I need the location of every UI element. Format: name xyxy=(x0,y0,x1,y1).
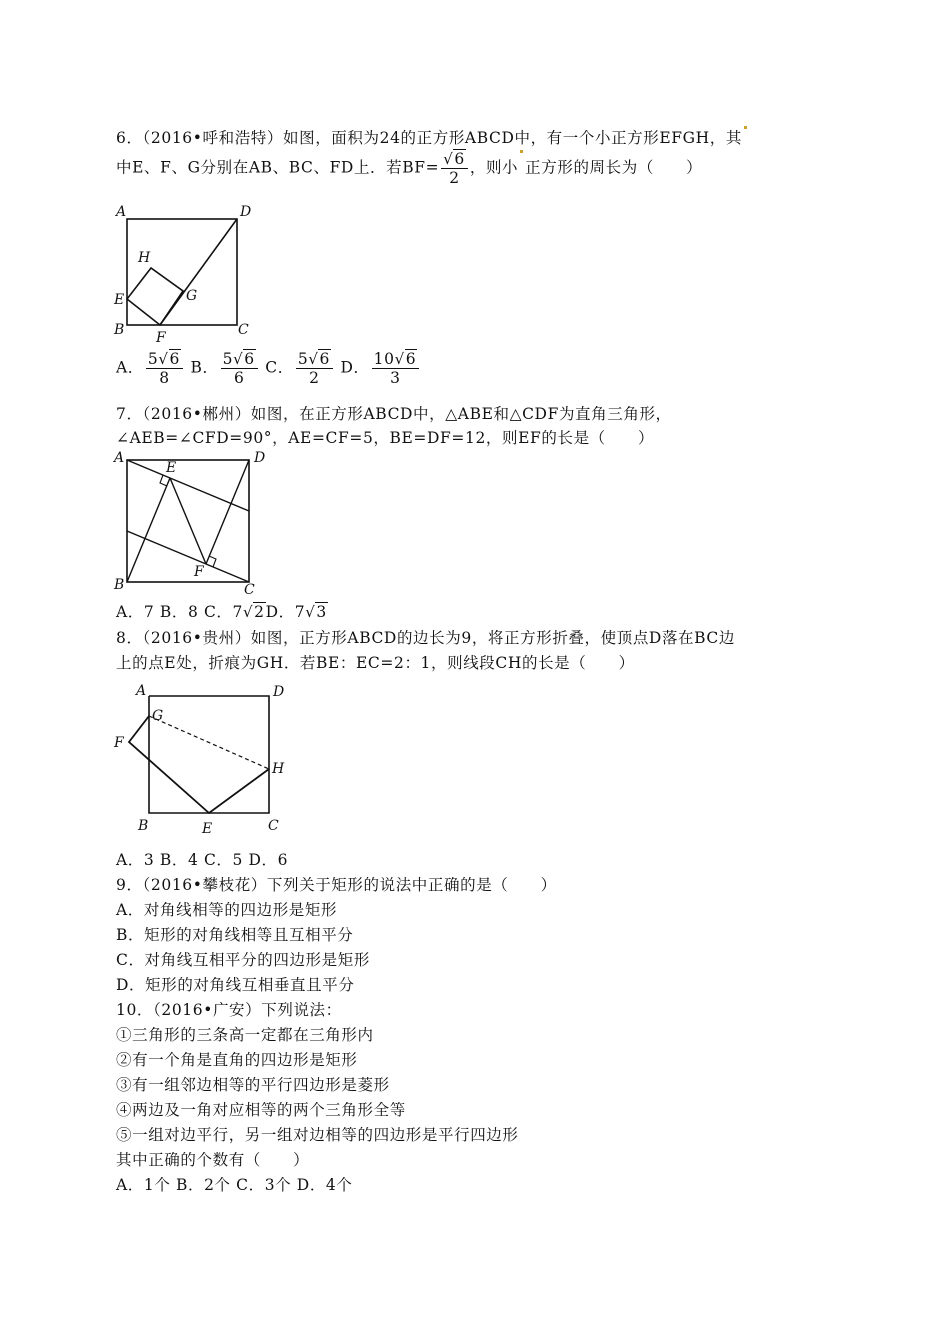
label-e: E xyxy=(202,821,213,837)
bf-numerator: 6 xyxy=(454,150,465,168)
option-letter: B． xyxy=(190,358,219,377)
q6-option-b[interactable]: B． $\frac{5√6}{6}$ xyxy=(191,350,260,387)
q6-line1-text: 6．（2016•呼和浩特）如图，面积为24的正方形ABCD中，有一个小正方形EFGH，其 xyxy=(116,129,742,147)
q9-stem: 9．（2016•攀枝花）下列关于矩形的说法中正确的是（ ） xyxy=(116,876,557,894)
option-letter: A． xyxy=(116,358,144,377)
q10-item-2: ②有一个角是直角的四边形是矩形 xyxy=(116,1051,358,1069)
q10-item-5: ⑤一组对边平行，另一组对边相等的四边形是平行四边形 xyxy=(116,1126,519,1144)
bf-denominator: 2 xyxy=(449,169,460,187)
q9-option-c[interactable]: C．对角线互相平分的四边形是矩形 xyxy=(116,951,370,969)
label-d: D xyxy=(240,204,252,220)
denominator: 3 xyxy=(390,369,401,387)
q6-option-a[interactable]: A． $\frac{5√6}{8}$ xyxy=(116,350,185,387)
q6-line2-text: 中E、F、G分别在AB、BC、FD上．若BF= xyxy=(116,158,440,177)
label-g: G xyxy=(152,708,164,724)
label-d: D xyxy=(254,450,266,466)
num-coef: 10 xyxy=(373,350,395,368)
q10-item-4: ④两边及一角对应相等的两个三角形全等 xyxy=(116,1101,406,1119)
q6-option-d[interactable]: D． $\frac{10√6}{3}$ xyxy=(340,350,421,387)
q6-line2-end: 正方形的周长为（ ） xyxy=(525,158,703,177)
label-c: C xyxy=(244,582,255,598)
folded-edge xyxy=(129,716,269,813)
q9-option-d[interactable]: D．矩形的对角线互相垂直且平分 xyxy=(116,976,355,994)
segment-df xyxy=(206,460,249,564)
q6-option-c[interactable]: C． $\frac{5√6}{2}$ xyxy=(265,350,335,387)
q7-options: A．7 B．8 C．7√2D．7√3 xyxy=(116,603,327,621)
q6-figure xyxy=(108,200,268,345)
label-f: F xyxy=(114,735,124,751)
q6-stem-line2 xyxy=(116,150,702,187)
segment-cf xyxy=(206,564,249,582)
square-efgh xyxy=(127,268,183,325)
option-letter: C． xyxy=(265,358,294,377)
q10-question: 其中正确的个数有（ ） xyxy=(116,1151,310,1169)
num-radicand: 6 xyxy=(169,350,181,368)
q10-item-1: ①三角形的三条高一定都在三角形内 xyxy=(116,1026,374,1044)
label-b: B xyxy=(114,577,125,593)
label-b: B xyxy=(114,322,125,338)
denominator: 8 xyxy=(159,369,170,387)
label-a: A xyxy=(114,450,125,466)
label-h: H xyxy=(272,761,285,777)
label-e: E xyxy=(166,460,177,476)
label-f: F xyxy=(156,330,166,345)
option-letter: D． xyxy=(340,358,370,377)
label-e: E xyxy=(114,292,125,308)
num-coef: 5 xyxy=(147,350,159,368)
q7-option-d-text: D．7 xyxy=(265,603,306,621)
square-abcd xyxy=(127,219,237,325)
q7-options-text: A．7 B．8 C．7 xyxy=(116,603,243,621)
q6-stem-line1 xyxy=(116,126,749,148)
radicand-d: 3 xyxy=(316,603,327,621)
q7-stem-line2: ∠AEB=∠CFD=90°，AE=CF=5，BE=DF=12，则EF的长是（ ） xyxy=(116,429,655,447)
q8-stem-line2: 上的点E处，折痕为GH．若BE：EC=2：1，则线段CH的长是（ ） xyxy=(116,654,635,672)
bf-fraction: $\frac{√6}{2}$ xyxy=(441,150,468,187)
denominator: 2 xyxy=(309,369,320,387)
label-f: F xyxy=(194,564,204,580)
q9-option-a[interactable]: A．对角线相等的四边形是矩形 xyxy=(116,901,338,919)
num-coef: 5 xyxy=(222,350,234,368)
segment-be xyxy=(127,478,170,582)
fold-line-gh xyxy=(149,716,269,769)
q10-item-3: ③有一组邻边相等的平行四边形是菱形 xyxy=(116,1076,390,1094)
num-radicand: 6 xyxy=(405,350,417,368)
q7-stem-line1: 7．（2016•郴州）如图，在正方形ABCD中，△ABE和△CDF为直角三角形， xyxy=(116,405,672,423)
q10-stem: 10．（2016•广安）下列说法： xyxy=(116,1001,342,1019)
mark-dot xyxy=(520,150,523,153)
denominator: 6 xyxy=(233,369,245,387)
q8-figure xyxy=(108,680,293,840)
q10-options: A．1个 B．2个 C．3个 D．4个 xyxy=(116,1176,353,1194)
square-abcd xyxy=(149,696,269,813)
radicand-c: 2 xyxy=(254,603,265,621)
label-b: B xyxy=(138,818,149,834)
label-h: H xyxy=(138,250,151,266)
label-a: A xyxy=(136,683,147,699)
label-c: C xyxy=(268,818,279,834)
label-g: G xyxy=(186,288,198,304)
mark-dot xyxy=(744,126,747,129)
label-d: D xyxy=(273,684,285,700)
q9-option-b[interactable]: B．矩形的对角线相等且互相平分 xyxy=(116,926,354,944)
label-a: A xyxy=(116,204,127,220)
segment-ae xyxy=(127,460,170,478)
q8-stem-line1: 8．（2016•贵州）如图，正方形ABCD的边长为9，将正方形折叠，使顶点D落在BC边 xyxy=(116,629,735,647)
label-c: C xyxy=(238,322,249,338)
num-radicand: 6 xyxy=(244,350,255,368)
q6-options xyxy=(116,350,421,387)
q7-figure xyxy=(108,446,273,598)
num-radicand: 6 xyxy=(319,350,330,368)
num-coef: 5 xyxy=(297,350,309,368)
q6-line2-mid: ，则小 xyxy=(469,158,519,177)
q8-options: A．3 B．4 C．5 D．6 xyxy=(116,851,289,869)
